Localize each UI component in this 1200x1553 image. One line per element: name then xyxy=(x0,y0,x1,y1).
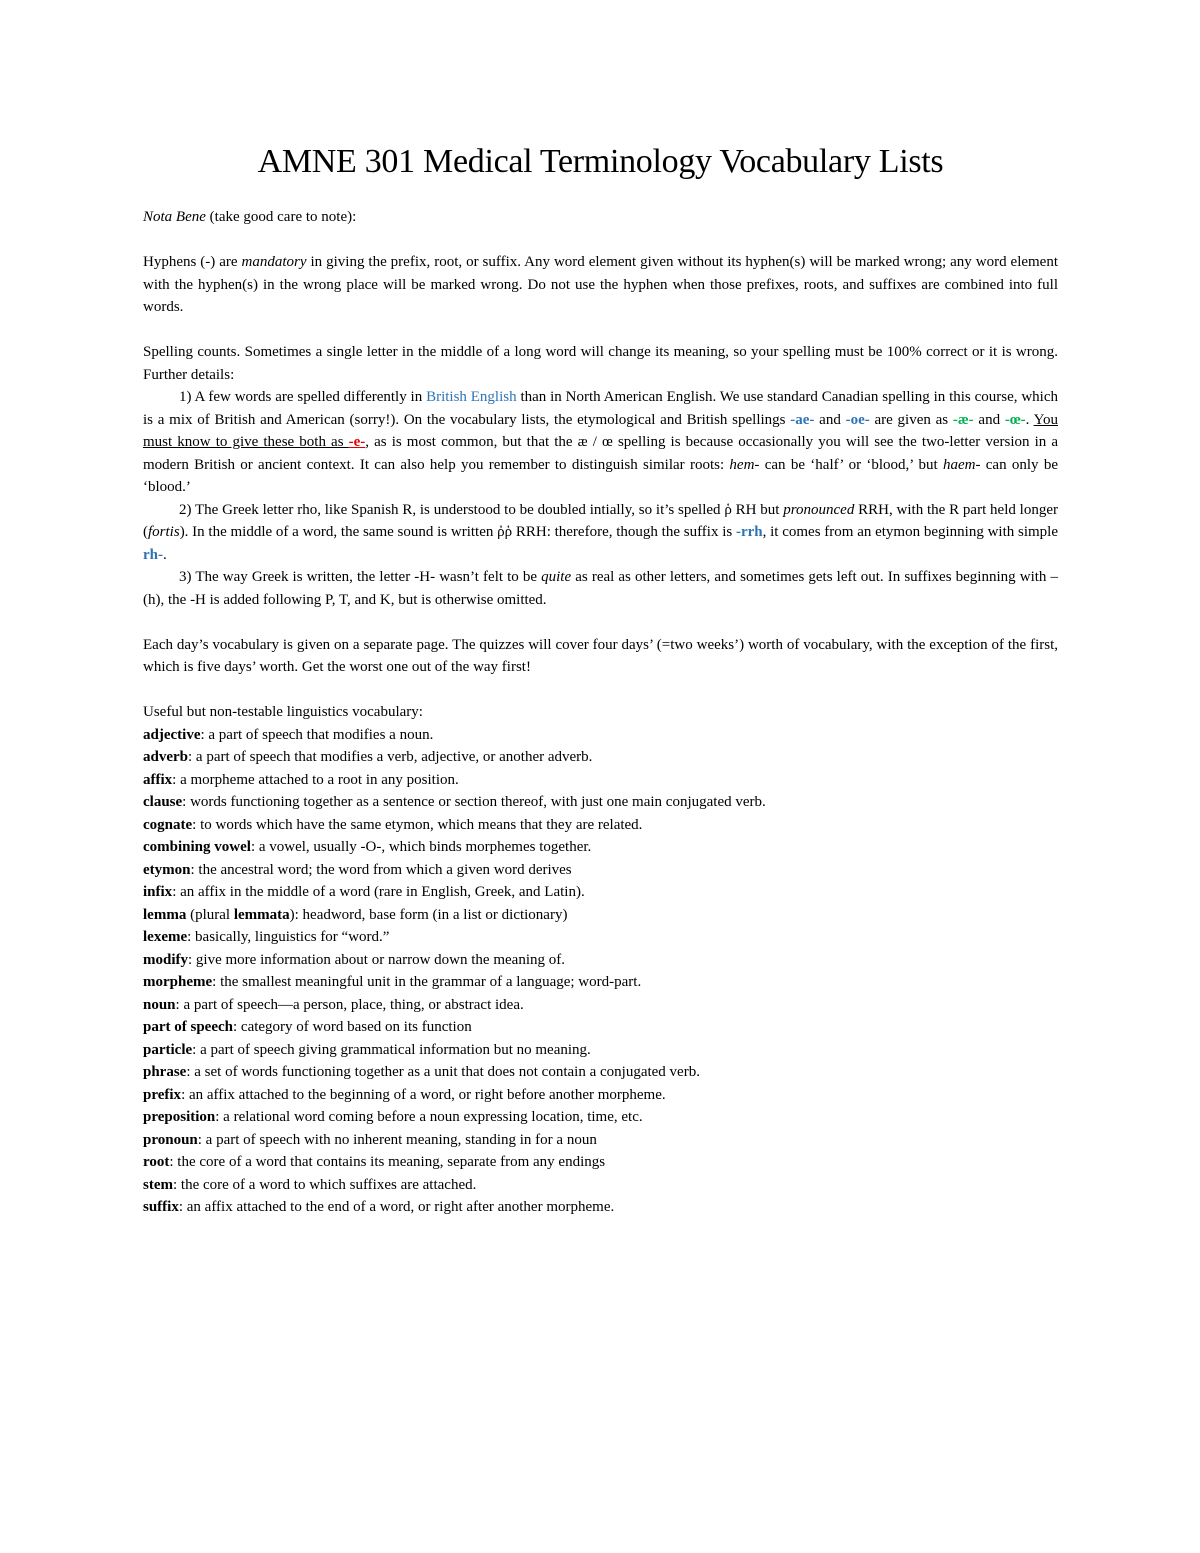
rh-etymon: rh- xyxy=(143,546,163,563)
document-page xyxy=(143,140,1058,1219)
item2-text-d: , it comes from an etymon beginning with simple xyxy=(762,524,1059,540)
vocab-definition: : a part of speech giving grammatical information but no meaning. xyxy=(192,1041,591,1058)
list-item xyxy=(143,971,1058,994)
vocab-definition: : a part of speech that modifies a verb, adjective, or another adverb. xyxy=(188,749,593,765)
quite-emphasis: quite xyxy=(541,569,572,585)
vocab-term: particle xyxy=(143,1041,193,1058)
ae-ligature: -æ- xyxy=(952,411,974,428)
vocab-definition: : an affix in the middle of a word (rare in English, Greek, and Latin). xyxy=(172,884,585,900)
vocab-term-plural: lemmata xyxy=(233,906,290,923)
vocab-definition: : an affix attached to the beginning of a word, or right before another morpheme. xyxy=(181,1086,666,1103)
rrh-suffix: -rrh xyxy=(735,524,763,540)
list-item xyxy=(143,836,1058,859)
item1-text-g: , as is most common, but that the æ / œ spelling is because occasionally you will see the two-letter version in a modern British or ancient context. It can also help you remember to distinguish similar roots: xyxy=(143,434,1058,473)
vocab-term: clause xyxy=(143,794,183,810)
vocab-term: lexeme xyxy=(143,929,188,945)
fortis-emphasis: fortis xyxy=(148,524,180,540)
vocab-definition: : to words which have the same etymon, which means that they are related. xyxy=(192,816,643,833)
item3-text-b: as real as other letters, and sometimes gets left out. In suffixes beginning with –(h), the -H is added following P, T, and K, but is otherwise omitted. xyxy=(143,569,1058,608)
vocab-term: preposition xyxy=(143,1109,216,1125)
hyphens-paragraph xyxy=(143,251,1058,319)
spelling-intro: Spelling counts. Sometimes a single letter in the middle of a long word will change its meaning, so your spelling must be 100% correct or it is wrong. Further details: xyxy=(143,344,1058,383)
vocab-term: affix xyxy=(143,771,173,788)
vocab-term: adjective xyxy=(143,726,201,743)
item2-text-b: RRH, with the R part held longer ( xyxy=(143,501,1058,540)
vocab-definition: : a relational word coming before a noun expressing location, time, etc. xyxy=(215,1109,643,1125)
vocab-term: pronoun xyxy=(143,1131,198,1148)
item1-text-d: are given as xyxy=(869,411,953,428)
item3-text-a: 3) The way Greek is written, the letter -H- wasn’t felt to be xyxy=(179,569,542,585)
list-item xyxy=(143,1061,1058,1084)
vocab-intro: Useful but non-testable linguistics vocabulary: xyxy=(143,704,423,720)
list-item xyxy=(143,769,1058,792)
mandatory-emphasis: mandatory xyxy=(241,254,307,270)
vocab-term: morpheme xyxy=(143,974,213,990)
list-item xyxy=(143,949,1058,972)
item1-text-b: than in North American English. We use standard Canadian spelling in this course, which is a mix of British and American (sorry!). On the vocabulary lists, the etymological and British spellings xyxy=(143,389,1058,428)
list-item xyxy=(143,1016,1058,1039)
list-item xyxy=(143,1151,1058,1174)
hem-root: hem- xyxy=(729,456,760,473)
vocab-definition: : a part of speech—a person, place, thing, or abstract idea. xyxy=(175,996,524,1013)
vocab-term: cognate xyxy=(143,816,193,833)
item1-text-h: can be ‘half’ or ‘blood,’ but xyxy=(759,456,943,473)
vocab-definition: : a set of words functioning together as a unit that does not contain a conjugated verb. xyxy=(186,1064,700,1080)
must-know-underlined: You must know to give these both as xyxy=(143,411,1058,450)
nota-bene-label: Nota Bene xyxy=(143,209,206,225)
vocab-definition-2: ): headword, base form (in a list or dictionary) xyxy=(289,906,568,923)
item2-text-c: ). In the middle of a word, the same sound is written ῤῥ RRH: therefore, though the suffix is xyxy=(179,524,736,540)
haem-root: haem- xyxy=(942,456,981,473)
pronounced-emphasis: pronounced xyxy=(783,501,855,518)
e-spelling: -e- xyxy=(348,434,366,450)
list-item xyxy=(143,1039,1058,1062)
nota-bene-text: (take good care to note): xyxy=(205,209,357,225)
vocab-definition: : the core of a word that contains its meaning, separate from any endings xyxy=(169,1154,606,1170)
british-english-link[interactable]: British English xyxy=(426,389,517,405)
vocab-term: root xyxy=(143,1154,170,1170)
list-item xyxy=(143,1196,1058,1219)
each-day-paragraph: Each day’s vocabulary is given on a separate page. The quizzes will cover four days’ (=two weeks’) worth of vocabulary, with the exception of the first, which is five days’ worth. Get the worst one out of the way first! xyxy=(143,636,1058,675)
vocab-definition: : the smallest meaningful unit in the grammar of a language; word-part. xyxy=(212,974,642,990)
vocab-term: noun xyxy=(143,996,176,1013)
oe-ligature: -œ- xyxy=(1004,411,1026,428)
list-item xyxy=(143,926,1058,949)
vocab-term: part of speech xyxy=(143,1019,233,1035)
vocab-definition: : a vowel, usually -O-, which binds morphemes together. xyxy=(250,839,592,855)
oe-spelling: -oe- xyxy=(845,411,870,428)
vocab-definition: : words functioning together as a sentence or section thereof, with just one main conjugated verb. xyxy=(182,794,766,810)
spelling-item-2 xyxy=(143,499,1058,567)
vocab-definition: : the core of a word to which suffixes are attached. xyxy=(173,1176,477,1193)
item1-text-a: 1) A few words are spelled differently in xyxy=(179,389,427,405)
vocab-term: modify xyxy=(143,951,188,968)
vocab-definition: : an affix attached to the end of a word, or right after another morpheme. xyxy=(178,1199,615,1215)
vocab-term: stem xyxy=(143,1176,173,1193)
vocab-term: adverb xyxy=(143,749,188,765)
spelling-item-3 xyxy=(143,566,1058,611)
vocab-definition: (plural xyxy=(186,906,234,923)
hyphens-text-1: Hyphens (-) are xyxy=(143,254,242,270)
vocab-term: lemma xyxy=(143,906,187,923)
nota-bene-line xyxy=(143,206,1058,229)
list-item xyxy=(143,1174,1058,1197)
vocab-definition: : a morpheme attached to a root in any position. xyxy=(172,771,459,788)
item2-text-e: . xyxy=(163,546,167,563)
vocab-term: infix xyxy=(143,884,173,900)
list-item xyxy=(143,994,1058,1017)
vocab-definition: : a part of speech with no inherent meaning, standing in for a noun xyxy=(197,1131,597,1148)
vocab-term: combining vowel xyxy=(143,839,251,855)
item1-text-i: can only be ‘blood.’ xyxy=(143,456,1058,495)
list-item xyxy=(143,881,1058,904)
list-item xyxy=(143,791,1058,814)
hyphens-text-2: in giving the prefix, root, or suffix. Any word element given without its hyphen(s) will be marked wrong; any word element with the hyphen(s) in the wrong place will be marked wrong. Do not use the hyphen when those prefixes, roots, and suffixes are combined into full words. xyxy=(143,254,1059,315)
vocab-definition: : basically, linguistics for “word.” xyxy=(187,929,390,945)
vocab-term: prefix xyxy=(143,1086,182,1103)
list-item xyxy=(143,1129,1058,1152)
item2-text-a: 2) The Greek letter rho, like Spanish R, is understood to be doubled intially, so it’s spelled ῥ RH but xyxy=(179,501,784,518)
item1-text-c: and xyxy=(814,411,846,428)
spelling-item-1 xyxy=(143,386,1058,499)
vocab-definition: : give more information about or narrow down the meaning of. xyxy=(188,951,565,968)
list-item xyxy=(143,724,1058,747)
vocab-definition: : the ancestral word; the word from which a given word derives xyxy=(190,861,572,878)
vocabulary-list xyxy=(143,701,1058,1219)
vocab-term: phrase xyxy=(143,1064,187,1080)
list-item xyxy=(143,859,1058,882)
item1-text-e: and xyxy=(973,411,1005,428)
vocab-definition: : a part of speech that modifies a noun. xyxy=(200,726,434,743)
vocab-definition: : category of word based on its function xyxy=(233,1019,472,1035)
list-item xyxy=(143,904,1058,927)
item1-text-f: . xyxy=(1025,411,1034,428)
list-item xyxy=(143,814,1058,837)
vocab-term: suffix xyxy=(143,1199,179,1215)
page-title: AMNE 301 Medical Terminology Vocabulary Lists xyxy=(257,143,944,180)
list-item xyxy=(143,1106,1058,1129)
list-item xyxy=(143,746,1058,769)
ae-spelling: -ae- xyxy=(790,411,815,428)
vocab-term: etymon xyxy=(143,861,191,878)
list-item xyxy=(143,1084,1058,1107)
